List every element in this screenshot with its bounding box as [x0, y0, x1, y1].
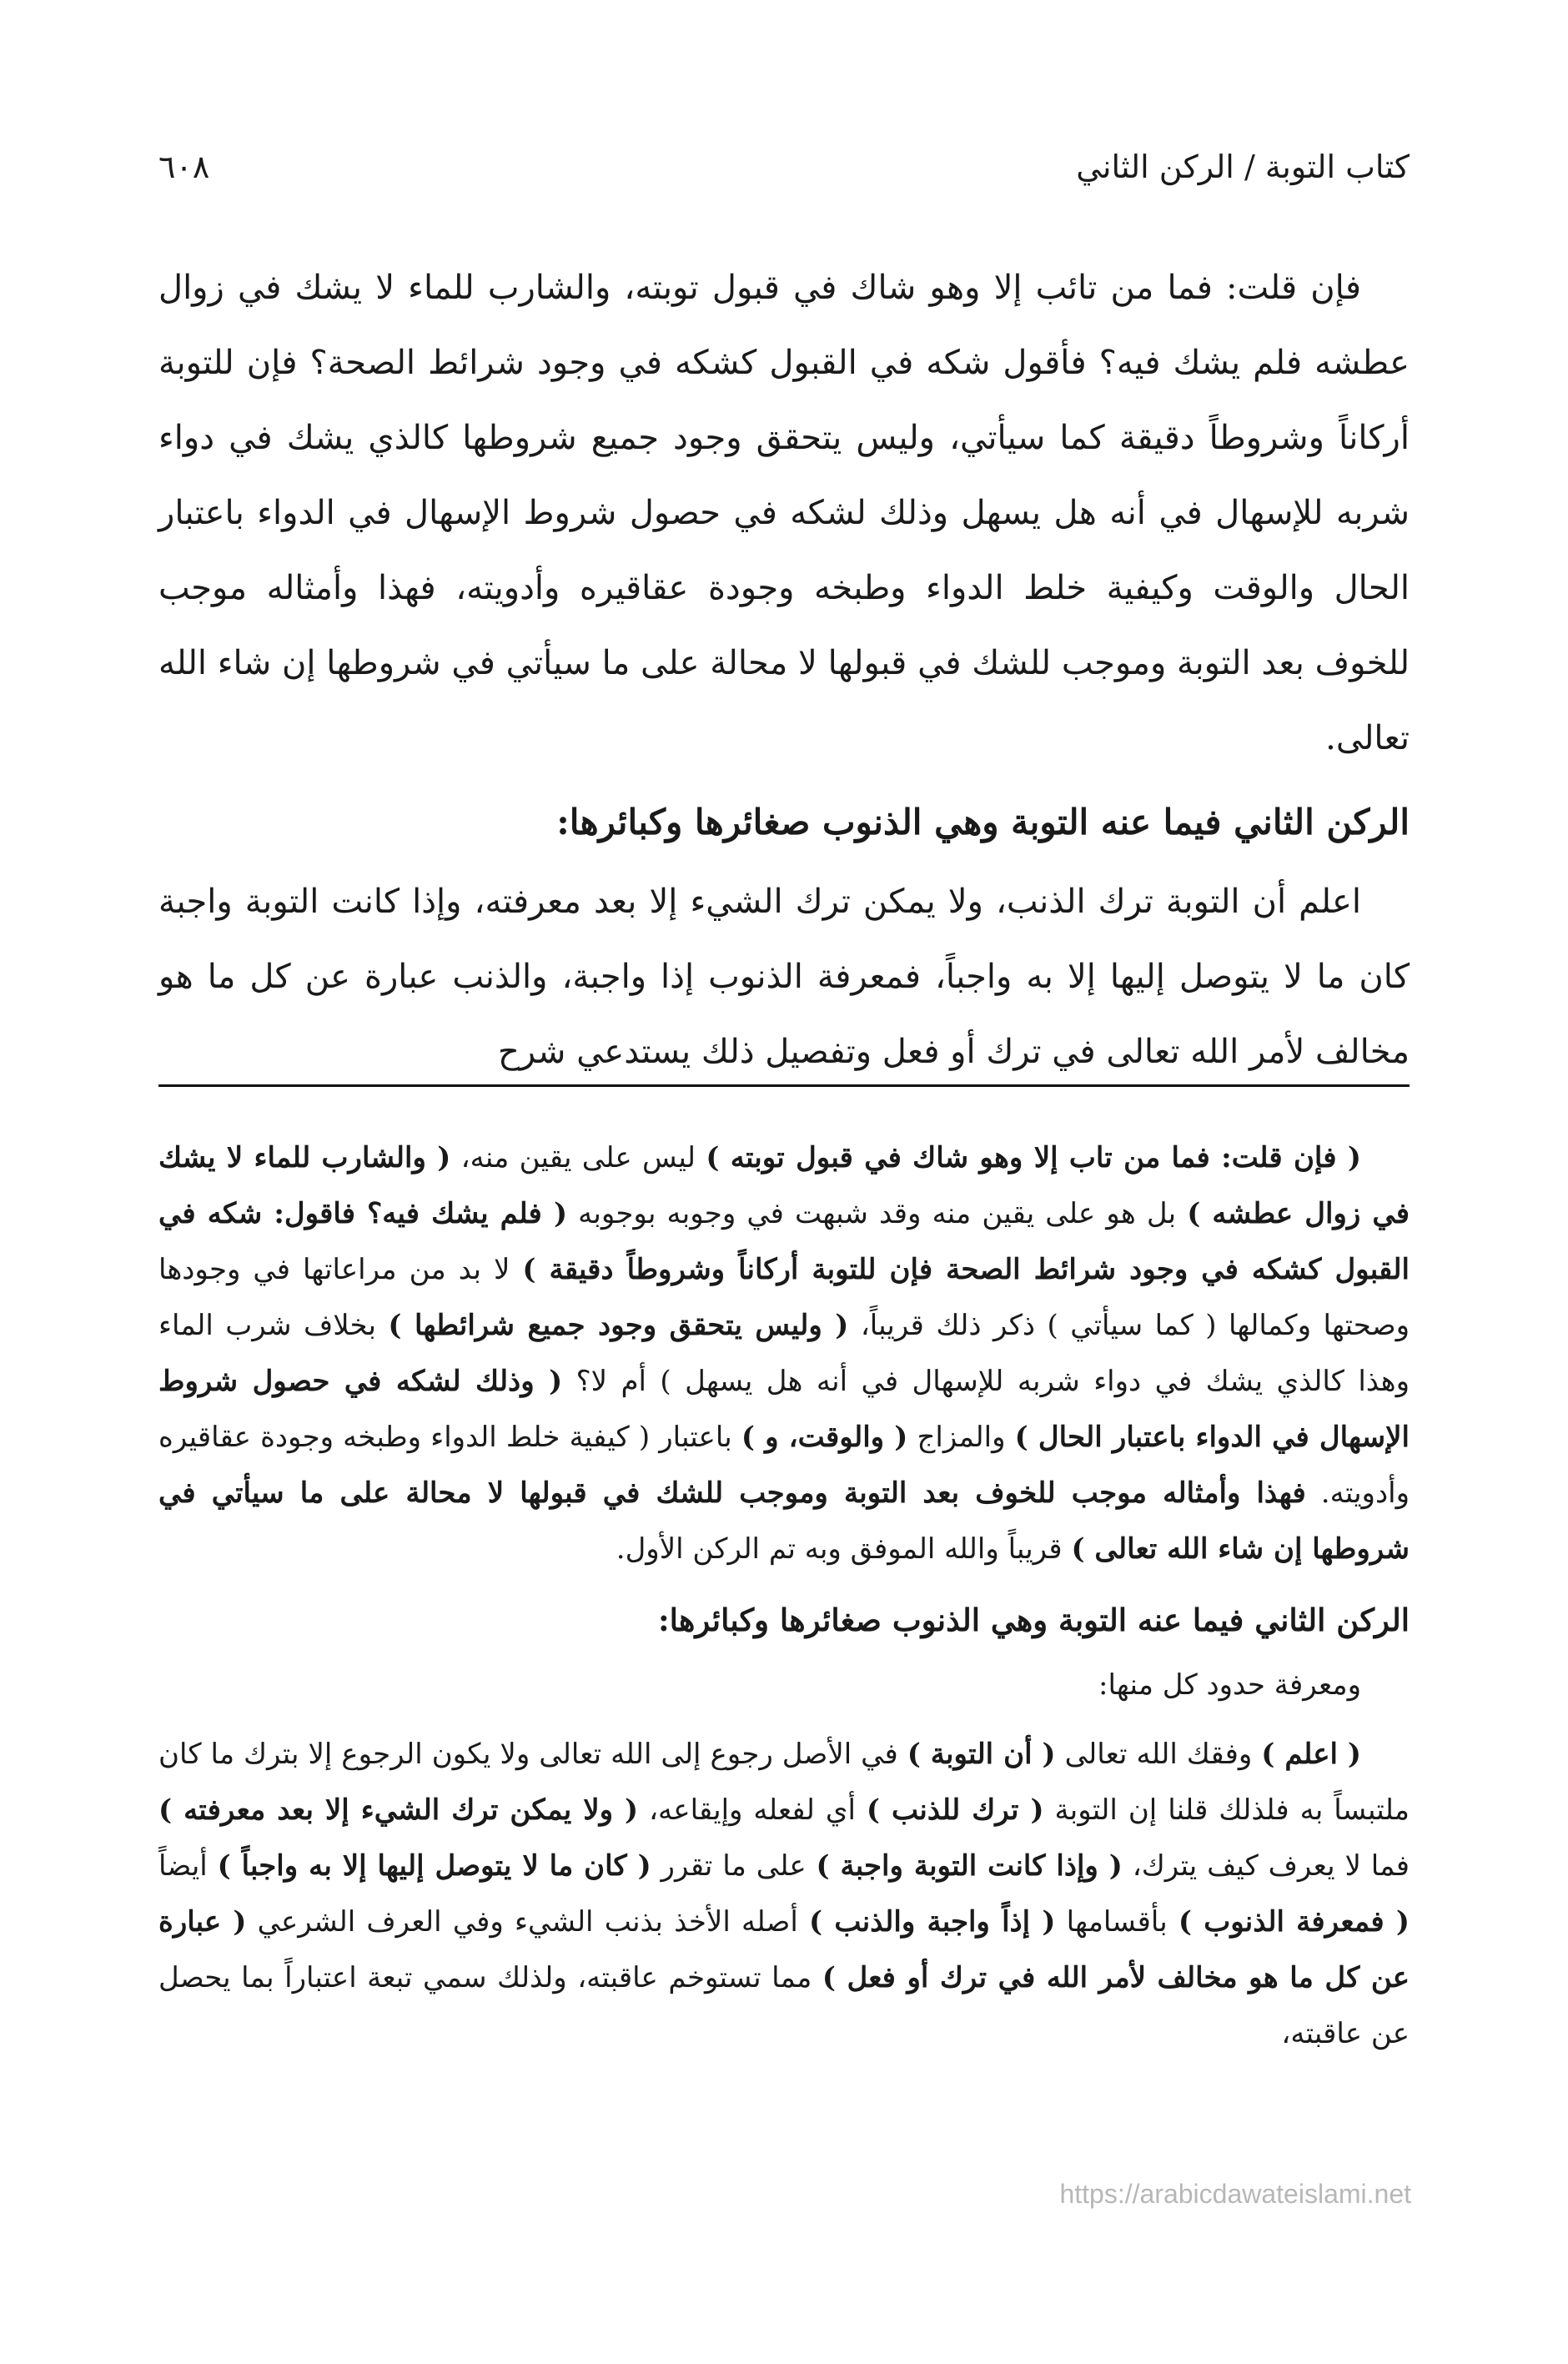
- section-heading: الركن الثاني فيما عنه التوبة وهي الذنوب صغائرها وكبائرها:: [556, 802, 1410, 842]
- spacer: [158, 1713, 1410, 1727]
- commentary-text: قريباً والله الموفق وبه تم الركن الأول.: [616, 1532, 1072, 1566]
- commentary-heading: الركن الثاني فيما عنه التوبة وهي الذنوب صغائرها وكبائرها:: [657, 1602, 1410, 1638]
- commentary-text: والمزاج: [907, 1421, 1015, 1454]
- quoted-matn-text: ( إذاً واجبة والذنب ): [809, 1905, 1056, 1939]
- main-paragraph-1: فإن قلت: فما من تائب إلا وهو شاك في قبول توبته، والشارب للماء لا يشك في زوال عطشه فلم يشك فيه؟ فأقول شكه في القبول كشكه في وجود شرائط الصحة؟ فإن للتوبة أركاناً وشروطاً دقيقة كما سيأتي، وليس يتحقق وجود جميع شروطها كالذي يشك في دواء شربه للإسهال في أنه هل يسهل وذلك لشكه في حصول شروط الإسهال في الدواء باعتبار الحال والوقت وكيفية خلط الدواء وطبخه وجودة عقاقيره وأدويته، فهذا وأمثاله موجب للخوف بعد التوبة وموجب للشك في قبولها لا محالة على ما سيأتي في شروطها إن شاء الله تعالى.: [158, 269, 1410, 757]
- quoted-matn-text: ( وليس يتحقق وجود جميع شرائطها ): [388, 1309, 849, 1342]
- commentary-text: أيضاً: [158, 1849, 218, 1883]
- page-header: [158, 148, 1410, 199]
- quoted-matn-text: ( والشارب للماء لا يشك في زوال عطشه ): [158, 1141, 1410, 1230]
- quoted-matn-text: ( ولا يمكن ترك الشيء إلا بعد معرفته ): [158, 1793, 639, 1827]
- commentary-text: أصله الأخذ بذنب الشيء وفي العرف الشرعي: [246, 1905, 809, 1939]
- quoted-matn-text: ( اعلم ): [1261, 1738, 1362, 1771]
- commentary-text: وفقك الله تعالى: [1055, 1738, 1262, 1771]
- quoted-matn-text: ( أن التوبة ): [907, 1738, 1056, 1771]
- quoted-matn-text: ( كان ما لا يتوصل إليها إلا به واجباً ): [217, 1849, 651, 1883]
- footnote-divider: [158, 1084, 1410, 1087]
- commentary: [158, 1130, 1410, 2062]
- quoted-matn-text: ( فلم يشك فيه؟ فاقول: شكه في القبول كشكه في وجود شرائط الصحة فإن للتوبة أركاناً وشروطاً دقيقة ): [158, 1197, 1410, 1286]
- commentary-text: أي لفعله وإيقاعه،: [638, 1793, 867, 1827]
- commentary-paragraph-2: [158, 1727, 1410, 2062]
- quoted-matn-text: ( ترك للذنب ): [866, 1793, 1044, 1827]
- quoted-matn-text: ( فمعرفة الذنوب ): [1178, 1905, 1410, 1939]
- quoted-matn-text: ( وذلك لشكه في حصول شروط الإسهال في الدواء باعتبار الحال ): [158, 1365, 1410, 1454]
- running-title: كتاب التوبة / الركن الثاني: [1076, 148, 1410, 185]
- commentary-text: لا بد من مراعاتها في وجودها وصحتها وكمالها ( كما سيأتي ) ذكر ذلك قريباً،: [158, 1253, 1410, 1342]
- commentary-text: باعتبار ( كيفية خلط الدواء وطبخه وجودة عقاقيره وأدويته.: [158, 1421, 1410, 1510]
- commentary-text: في الأصل رجوع إلى الله تعالى ولا يكون الرجوع إلا بترك ما كان ملتبساً به فلذلك قلنا إن التوبة: [158, 1738, 1410, 1827]
- commentary-text: على ما تقرر: [651, 1849, 817, 1883]
- main-text: [158, 250, 1410, 1089]
- commentary-subline: ومعرفة حدود كل منها:: [1098, 1668, 1361, 1702]
- commentary-text: بل هو على يقين منه وقد شبهت في وجوبه بوجوبه: [567, 1197, 1188, 1230]
- quoted-matn-text: فهذا وأمثاله موجب للخوف بعد التوبة وموجب للشك في قبولها لا محالة على ما سيأتي في شروطها إن شاء الله تعالى ): [158, 1476, 1410, 1566]
- quoted-matn-text: ( وإذا كانت التوبة واجبة ): [816, 1849, 1123, 1883]
- quoted-matn-text: ( والوقت، و ): [741, 1421, 908, 1454]
- commentary-text: بأقسامها: [1055, 1905, 1179, 1939]
- commentary-text: مما تستوخم عاقبته، ولذلك سمي تبعة اعتباراً بما يحصل عن عاقبته،: [158, 1961, 1410, 2050]
- main-paragraph-2: اعلم أن التوبة ترك الذنب، ولا يمكن ترك الشيء إلا بعد معرفته، وإذا كانت التوبة واجبة كان ما لا يتوصل إليها إلا به واجباً، فمعرفة الذنوب إذا واجبة، والذنب عبارة عن كل ما هو مخالف لأمر الله تعالى في ترك أو فعل وتفصيل ذلك يستدعي شرح: [158, 883, 1410, 1071]
- quoted-matn-text: ( عبارة عن كل ما هو مخالف لأمر الله في ترك أو فعل ): [158, 1905, 1410, 1994]
- watermark-url: https://arabicdawateislami.net: [1059, 2179, 1411, 2209]
- quoted-matn-text: ( فإن قلت: فما من تاب إلا وهو شاك في قبول توبته ): [706, 1141, 1361, 1174]
- commentary-text: ليس على يقين منه،: [450, 1141, 706, 1174]
- commentary-text: فما لا يعرف كيف يترك،: [1122, 1849, 1410, 1883]
- commentary-text: بخلاف شرب الماء وهذا كالذي يشك في دواء شربه للإسهال في أنه هل يسهل ) أم لا؟: [158, 1309, 1410, 1398]
- page-number: ٦٠٨: [158, 148, 210, 185]
- commentary-paragraph-1: [158, 1130, 1410, 1577]
